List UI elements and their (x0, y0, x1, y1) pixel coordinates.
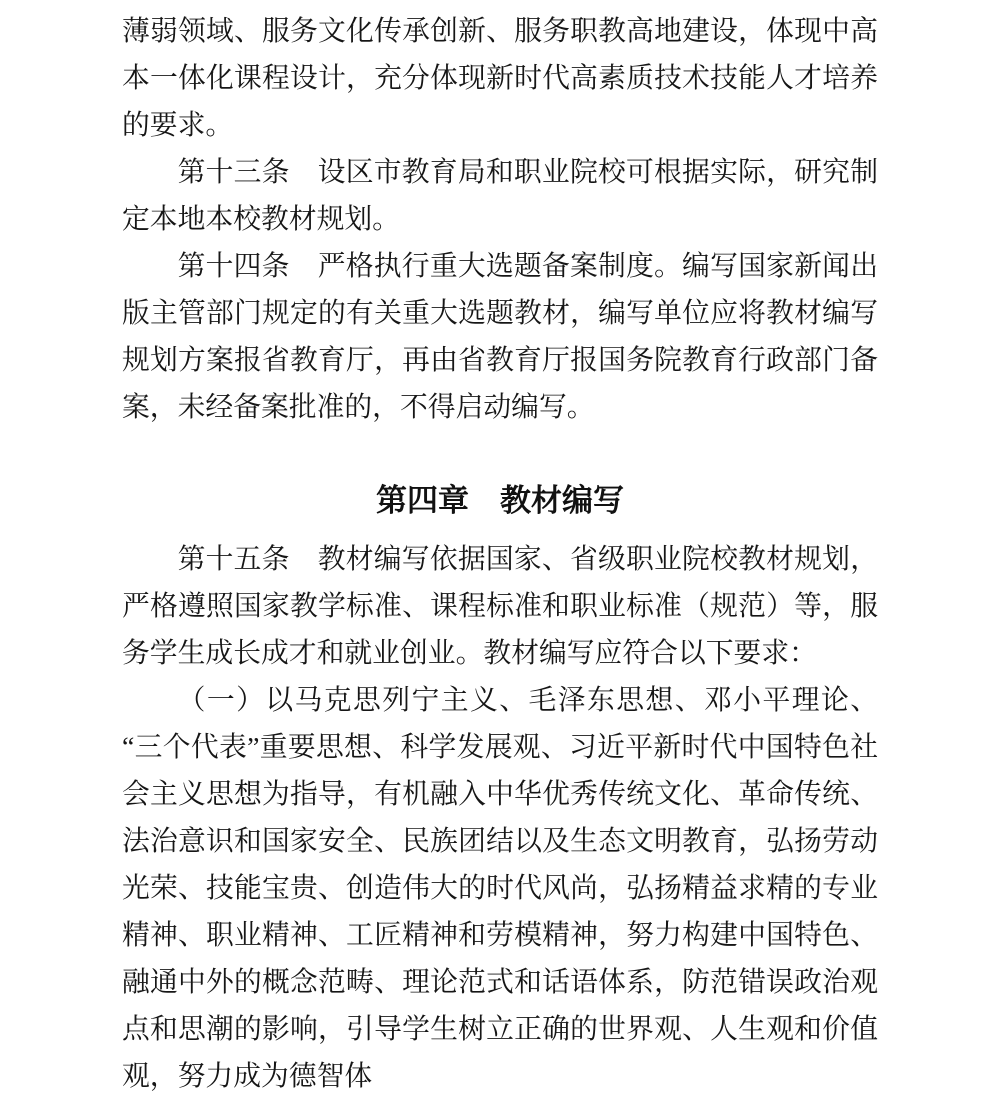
paragraph-continuation: 薄弱领域、服务文化传承创新、服务职教高地建设，体现中高本一体化课程设计，充分体现新时代高素质技术技能人才培养的要求。 (122, 16, 878, 141)
paragraph-item-1: （一）以马克思列宁主义、毛泽东思想、邓小平理论、“三个代表”重要思想、科学发展观、习近平新时代中国特色社会主义思想为指导，有机融入中华优秀传统文化、革命传统、法治意识和国家安全、民族团结以及生态文明教育，弘扬劳动光荣、技能宝贵、创造伟大的时代风尚，弘扬精益求精的专业精神、职业精神、工匠精神和劳模精神，努力构建中国特色、融通中外的概念范畴、理论范式和话语体系，防范错误政治观点和思潮的影响，引导学生树立正确的世界观、人生观和价值观，努力成为德智体 (122, 685, 878, 1092)
paragraph-article-15: 第十五条 教材编写依据国家、省级职业院校教材规划，严格遵照国家教学标准、课程标准和职业标准（规范）等，服务学生成长成才和就业创业。教材编写应符合以下要求： (122, 544, 878, 669)
chapter-heading: 第四章 教材编写 (376, 483, 624, 518)
paragraph-article-14: 第十四条 严格执行重大选题备案制度。编写国家新闻出版主管部门规定的有关重大选题教材，编写单位应将教材编写规划方案报省教育厅，再由省教育厅报国务院教育行政部门备案，未经备案批准的，不得启动编写。 (122, 251, 878, 423)
paragraph-article-13: 第十三条 设区市教育局和职业院校可根据实际，研究制定本地本校教材规划。 (122, 157, 878, 235)
